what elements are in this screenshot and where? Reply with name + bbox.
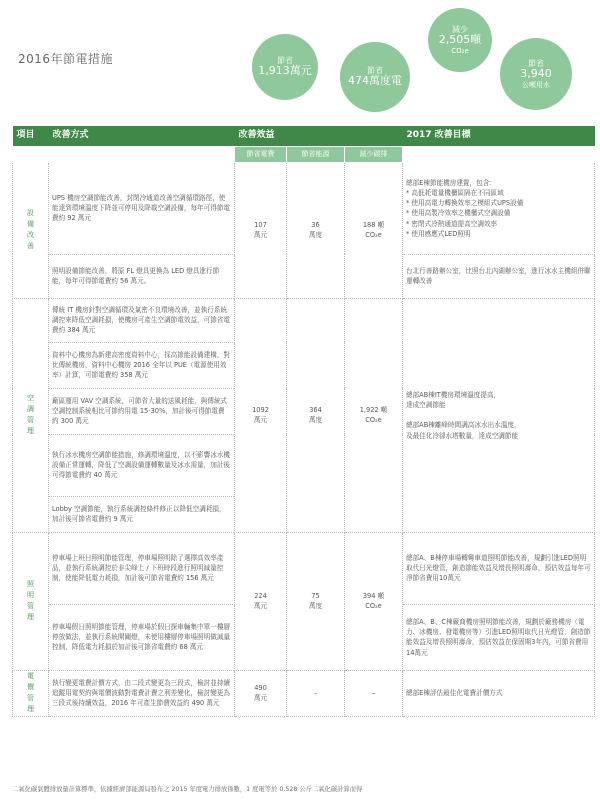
subheader-cost: 節省電費 xyxy=(235,146,287,162)
bubble-label: 節省 xyxy=(277,56,293,66)
method-cell: 停車場假日照明節能管理，停車場於假日探車輛集中單一樓層停放做法，並執行系統開關燈，未使用樓層停車場照明做減量控制，降低電力耗損於加計後可節省電費約 68 萬元 xyxy=(49,604,235,670)
subheader-blank xyxy=(403,146,595,162)
table-row xyxy=(13,298,595,342)
bubble-sub: 公噸用水 xyxy=(522,80,550,89)
table-row xyxy=(13,670,595,716)
method-cell: 資料中心機房為新建高密度資料中心，採高節能設備建構，對比傳統機房，資料中心機房 2016 全年以 PUE（電源使用效率）計算，可節電費約 358 萬元 xyxy=(49,342,235,388)
header-method: 改善方式 xyxy=(49,126,235,146)
carbon-cell: 394 噸 CO₂e xyxy=(345,532,403,670)
page-title: 2016年節電措施 xyxy=(18,52,114,66)
cost-cell: 224 萬元 xyxy=(235,532,287,670)
bubble-value: 3,940 xyxy=(520,67,552,81)
target-cell: 總部A、B棟停車場轉彎車道照明節能改善，規劃引進LED照明取代日光燈管，創造節能效益及增長照明壽命，預估效益每年可淨節省費用10萬元 xyxy=(403,532,595,604)
method-cell: UPS 機房空調節能改善，封閉冷通道改善空調循環路徑，使能達到環境溫度下降並可停用及降載空調設備，每年可得節電費約 92 萬元 xyxy=(49,162,235,254)
bubble-energy-saving xyxy=(340,42,410,112)
subheader-carbon: 減少碳排 xyxy=(345,146,403,162)
cost-cell: 107 萬元 xyxy=(235,162,287,298)
bubble-sub: CO₂e xyxy=(451,46,469,55)
header-benefit: 改善效益 xyxy=(235,126,403,146)
bubble-label: 減少 xyxy=(452,25,468,35)
energy-cell: 75 萬度 xyxy=(287,532,345,670)
target-cell: 總部E棟節能機房建置，包含： * 高低耗電量機櫃區隔在不同區域 * 使用高電力轉換效率之模組式UPS設備 * 使用高製冷效率之機櫃式空調設備 * 密閉式冷熱通道提高空調效率 * 使用感應式LED照明 xyxy=(403,162,595,254)
carbon-cell: – xyxy=(345,670,403,716)
bubble-value: 2,505噸 xyxy=(438,33,482,47)
table-row xyxy=(13,532,595,604)
energy-cell: – xyxy=(287,670,345,716)
category-cell: 電 價 管 理 xyxy=(13,670,49,716)
bubble-cost-saving xyxy=(252,34,318,100)
method-cell: 執行冰水機房空調節能措施，修調環境溫度，以不影響冰水機設備正常運轉，降低了空調設備運轉數量及冰水需量，加計後可得節電費約 40 萬元 xyxy=(49,434,235,496)
bubble-carbon-reduction xyxy=(428,8,492,72)
bubble-label: 節省 xyxy=(528,59,544,69)
target-cell: 總部AB棟IT機房環境溫度提高， 達成空調節能 總部AB棟離峰時間調高冰水出水溫度， 及最佳化冷卻水塔數量，達成空調節能 xyxy=(403,298,595,532)
footnote: 二氧化碳氣體排放量計算標準，依據經濟部能源局發布之 2015 年度電力排放係數，1 度電等於 0.528 公斤二氧化碳計算而得 xyxy=(12,786,363,793)
method-cell: 停車場上班日照明節能管理，停車場照明除了選擇高效率產品，並執行系統調控於非尖峰上 / 下班時段進行照明減量控制，使能降低電力耗損，加計後可節省電費約 156 萬元 xyxy=(49,532,235,604)
table-row xyxy=(13,162,595,254)
table-header-row xyxy=(13,126,595,146)
energy-saving-table xyxy=(12,126,595,717)
method-cell: 執行變更電費計價方式，由二段式變更為三段式，檢討並持續追蹤用電契約與電價波動對電費計費之利差變化，檢討變更為三段式後持續效益，2016 年可產生節費效益約 490 萬元 xyxy=(49,670,235,716)
category-cell: 設 備 改 善 xyxy=(13,162,49,298)
target-cell: 台北行善路辦公室，比照台北內湖辦公室，進行冰水主機組併聯運轉改善 xyxy=(403,254,595,298)
bubble-value: 474萬度電 xyxy=(348,74,402,88)
subheader-energy: 節省能源 xyxy=(287,146,345,162)
header-item: 項目 xyxy=(13,126,49,146)
subheader-blank xyxy=(13,146,235,162)
cost-cell: 490 萬元 xyxy=(235,670,287,716)
bubble-label: 節省 xyxy=(367,66,383,76)
method-cell: 照明設備節能改善，將原 FL 燈具更換為 LED 燈具進行節能，每年可得節電費約 56 萬元。 xyxy=(49,254,235,298)
carbon-cell: 1,922 噸 CO₂e xyxy=(345,298,403,532)
category-cell: 照 明 管 理 xyxy=(13,532,49,670)
table-subheader-row xyxy=(13,146,595,162)
energy-cell: 36 萬度 xyxy=(287,162,345,298)
header-target: 2017 改善目標 xyxy=(403,126,595,146)
category-cell: 空 調 管 理 xyxy=(13,298,49,532)
bubble-water-saving xyxy=(500,38,572,110)
method-cell: Lobby 空調節能，執行系統調控條件修正以降低空調耗損，加計後可節省電費約 9 萬元 xyxy=(49,496,235,532)
bubble-value: 1,913萬元 xyxy=(258,64,312,78)
carbon-cell: 188 噸 CO₂e xyxy=(345,162,403,298)
energy-cell: 364 萬度 xyxy=(287,298,345,532)
method-cell: 傳統 IT 機房針對空調循環及氣密不良環境改善，並執行系統調控來降低空調耗損，使機房可產生空調節電效益，可節省電費約 384 萬元 xyxy=(49,298,235,342)
cost-cell: 1092 萬元 xyxy=(235,298,287,532)
method-cell: 廠區運用 VAV 空調系統，可節省大量的送風耗能，與傳統式空調控制系統相比可節約用電 15-30%，加計後可得節電費約 300 萬元 xyxy=(49,388,235,434)
target-cell: 總部E棟評估最佳化電費計價方式 xyxy=(403,670,595,716)
target-cell: 總部A、B、C棟廠商機房照明節能改善，規劃於廠務機房（電力、冰機房、發電機房等）引進LED照明取代日光燈管，創造節能效益及增長照明壽命，預估效益在保固期3年內，可節省費用14萬元 xyxy=(403,604,595,670)
